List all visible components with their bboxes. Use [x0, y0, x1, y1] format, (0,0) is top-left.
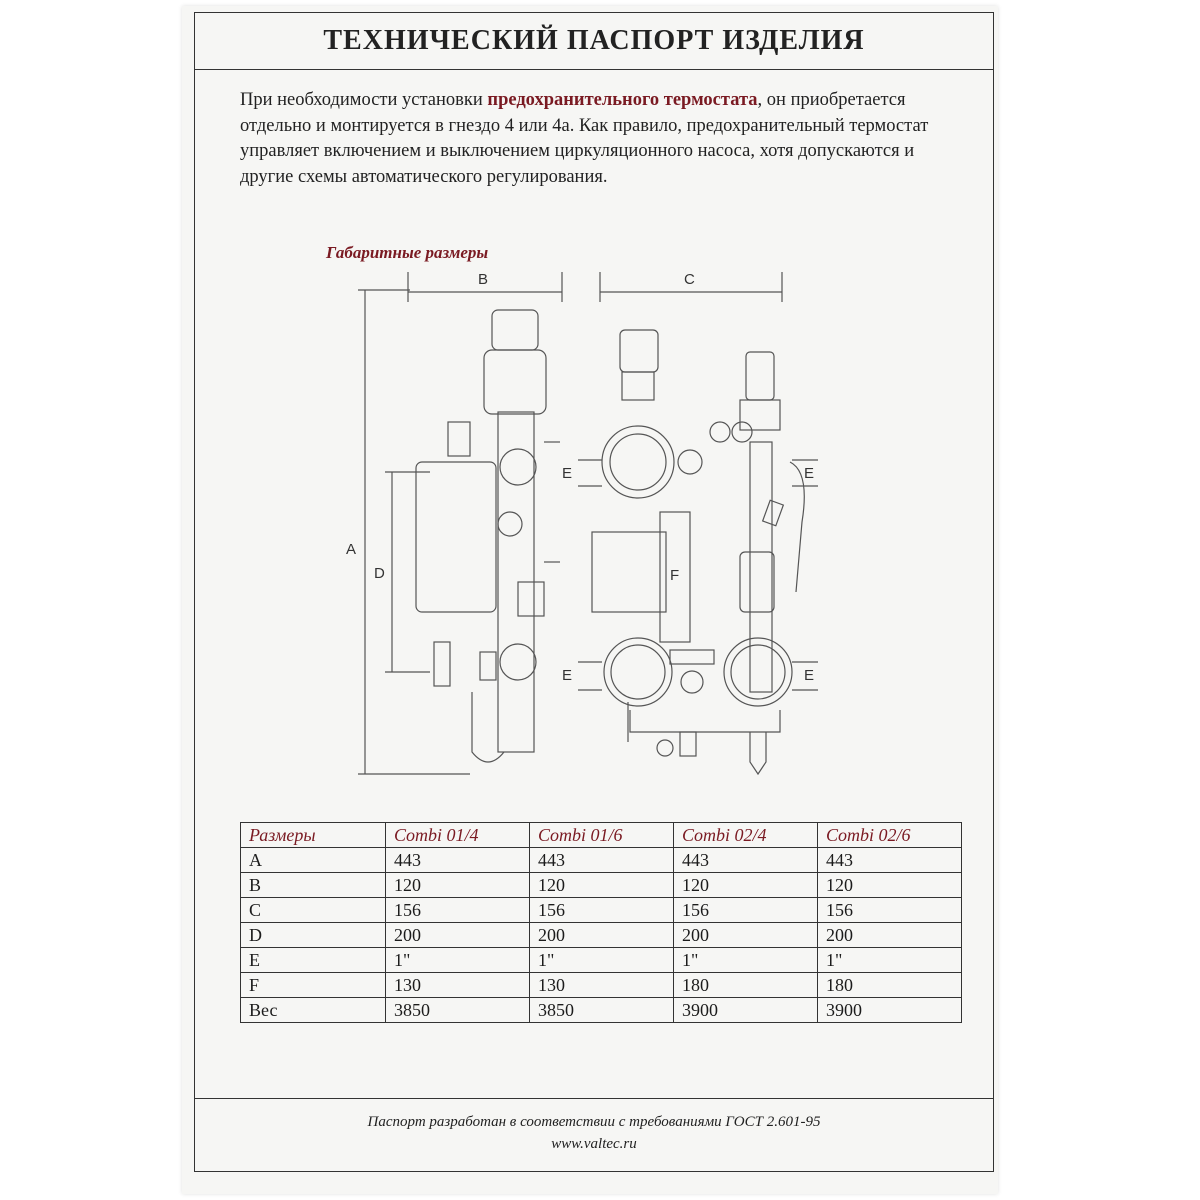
table-cell: 120: [530, 873, 674, 898]
page-footer: [194, 1098, 994, 1172]
footer-standard-note: Паспорт разработан в соответствии с требованиями ГОСТ 2.601-95: [367, 1114, 821, 1130]
table-header-row: [241, 823, 962, 848]
table-cell: 130: [386, 973, 530, 998]
table-row: [241, 973, 962, 998]
label-e-top-left: E: [562, 465, 573, 482]
table-row: [241, 848, 962, 873]
table-cell: 1": [530, 948, 674, 973]
table-cell: 120: [386, 873, 530, 898]
table-cell: 156: [674, 898, 818, 923]
intro-text-end: , он приобретается отдельно и монтируется в гнездо 4 или 4а. Как правило, предохранительный термостат управляет включением и выключением циркуляционного насоса, хотя допускаются и другие схемы автоматического регулирования.: [240, 90, 929, 187]
table-cell: C: [241, 898, 386, 923]
table-header-cell: Размеры: [241, 823, 386, 848]
table-cell: 443: [530, 848, 674, 873]
table-cell: 443: [386, 848, 530, 873]
table-header-cell: Combi 01/4: [386, 823, 530, 848]
table-cell: 1": [818, 948, 962, 973]
label-e-top-right: E: [804, 465, 815, 482]
table-cell: F: [241, 973, 386, 998]
page-title: ТЕХНИЧЕСКИЙ ПАСПОРТ ИЗДЕЛИЯ: [323, 24, 865, 56]
table-cell: 180: [674, 973, 818, 998]
table-cell: Вес: [241, 998, 386, 1023]
table-cell: 156: [386, 898, 530, 923]
dimensions-table: [240, 822, 962, 1023]
table-header-cell: Combi 01/6: [530, 823, 674, 848]
table-cell: 156: [818, 898, 962, 923]
table-cell: 120: [818, 873, 962, 898]
table-cell: 1": [386, 948, 530, 973]
table-row: [241, 873, 962, 898]
table-row: [241, 998, 962, 1023]
table-cell: 120: [674, 873, 818, 898]
intro-paragraph: [240, 88, 960, 190]
table-cell: 130: [530, 973, 674, 998]
label-e-bottom-right: E: [804, 667, 815, 684]
table-cell: 3850: [530, 998, 674, 1023]
table-cell: 1": [674, 948, 818, 973]
table-cell: 156: [530, 898, 674, 923]
table-header-cell: Combi 02/6: [818, 823, 962, 848]
table-cell: 180: [818, 973, 962, 998]
table-cell: B: [241, 873, 386, 898]
label-c: C: [684, 271, 695, 288]
footer-website: www.valtec.ru: [551, 1136, 637, 1152]
label-a: A: [346, 541, 357, 558]
table-cell: 3900: [674, 998, 818, 1023]
table-cell: E: [241, 948, 386, 973]
label-f: F: [670, 567, 680, 584]
table-cell: D: [241, 923, 386, 948]
label-b: B: [478, 271, 489, 288]
table-cell: A: [241, 848, 386, 873]
table-row: [241, 948, 962, 973]
table-cell: 200: [674, 923, 818, 948]
intro-highlight: предохранительного термостата: [487, 90, 758, 110]
intro-text-start: При необходимости установки: [240, 90, 488, 110]
table-cell: 3900: [818, 998, 962, 1023]
table-header-cell: Combi 02/4: [674, 823, 818, 848]
label-d: D: [374, 565, 385, 582]
dimensions-title: Габаритные размеры: [326, 243, 489, 262]
page-header: [194, 12, 994, 70]
table-cell: 443: [818, 848, 962, 873]
table-cell: 200: [530, 923, 674, 948]
table-cell: 443: [674, 848, 818, 873]
table-row: [241, 898, 962, 923]
label-e-bottom-left: E: [562, 667, 573, 684]
table-cell: 200: [386, 923, 530, 948]
table-cell: 200: [818, 923, 962, 948]
table-row: [241, 923, 962, 948]
table-cell: 3850: [386, 998, 530, 1023]
dimensions-drawing: [330, 262, 850, 790]
